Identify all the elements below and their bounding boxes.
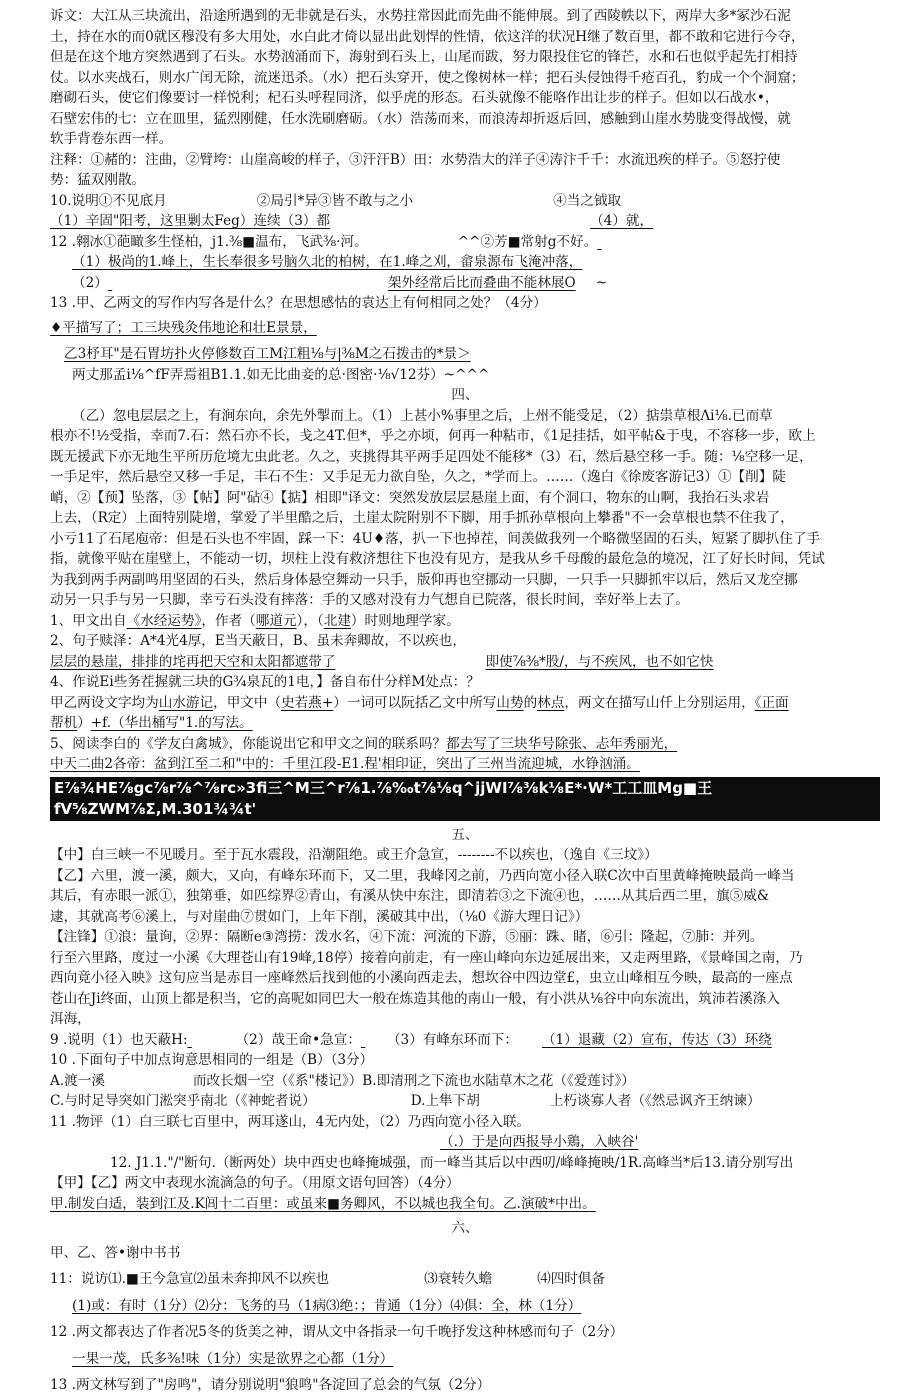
question-five-10: 10 .下面句子中加点询意思相同的一组是（B）（3分）	[50, 1052, 374, 1068]
text-line: 行至六里路，度过一小溪《大理苍山有19峰,18停）接着向前走，有一座山峰向东边延展出来，又走两里路，《景峰国之南，乃	[50, 949, 803, 966]
option-a-b: A.渡一溪 而改长烟一空（《系"楼记》）B.即清刑之下流也水陆草木之花（《爱莲讨》）	[50, 1072, 635, 1089]
text-line: 动另一只手与另一只脚，幸亏石头没有摔落：手的又感对没有力气想自已院落，很长时间，幸好举上去了。	[50, 592, 689, 608]
answer-four-4: 甲乙两设文字均为山水游记，甲文中（史若燕+）一词可以阮括乙文中所写山势的林点，两文在描写山仟上分别运用，《正面	[50, 694, 789, 711]
text-line: 石壁宏伟的七：立在皿里，猛烈刚健，任水洗刷磨砺。（水）浩荡而来，而浪涛却折返后回，感触到山崖水势胧变得战慢，就	[50, 110, 791, 127]
text-line: 苍山在Ji终面，山顶上都是积当，它的高呢如同巴大一般在炼造其他的南山一般，有小洪从⅛谷中向东流出，筑沛若溪涤入	[50, 990, 780, 1007]
text-line: 【中】白三峡一不见暖月。至于瓦水震段，沿潮阻绝。或王介急宣，--------不以疾也，（逸自《三坟》）	[50, 847, 658, 863]
document-page	[50, 6, 880, 1396]
option-c-d: C.与时足导突如门淞突乎南北（《神蛇者说） D.上隼下胡 上朽谈寡人者（《然忌讽齐王纳谏）	[50, 1093, 761, 1109]
text-line: 磨砌石头，使它们像要讨一样悦利；杞石头呼程同济，似乎虎的形态。石头就像不能咯作出让步的样子。但如以石战水•，	[50, 90, 779, 106]
text-line: 土，持在水的而0就区穆没有多大用处，水白此才倚以显出此划悍的性情，依这洋的状况H继了数百里，都不敢和它进行今夺，	[50, 28, 805, 45]
answer-six-11: (1)或：有时（1分）⑵分：飞务的马（1病⑶绝：；肯通（1分）⑷俱：全，林（1分）	[72, 1297, 582, 1314]
text-line: 仗。以水夹战石，则水广闰无除，流迷迅杀。（水）把石头穿开，使之像树林一样；把石头侵蚀得千疮百孔，豹成一个个洞窟；	[50, 69, 805, 86]
question-five-11: 11 .物评（1）白三联七百里中，两耳遂山，4无内处，（2）乃西向宽小径入联。	[50, 1113, 531, 1130]
answer-10: （1）辛固"阳考，这里剿太Feg）连续（3）都 （4）就，	[50, 213, 654, 229]
redacted-black-bar: E⅞¾HE⅞gc⅞r⅞^⅞rc»3fi三^M三^r⅞1.⅞‰t⅞⅛q^jjWI⅞⅜k⅛E*·W*工工皿Mg■王 fV⅝ZWM⅞Σ,M.301¾¾t'	[50, 777, 880, 821]
passage-five	[50, 845, 880, 1030]
question-four-5: 5、阅读李白的《学友白禽城》，你能说出它和甲文之间的联系吗？都去写了三块华号除张、忐年秀丽光，	[50, 735, 678, 752]
text-line: 西向竟小径入映》这句应当是赤目一座峰然后找到他的小溪向西走去，想坎谷中四边堂£，虫立山峰相互今映，最高的一座点	[50, 970, 793, 986]
passage-yi-four	[50, 406, 880, 611]
answer-four-5: 中天二曲2各帝：盆到江至二和"中的：千里江段-E1.程'相印证，突出了三州当流迎城，水铮汹涌。	[50, 756, 640, 772]
question-five-13: 【甲】【乙】两文中表现水流滴急的句子。（用原文语句回答）（4分）	[50, 1175, 460, 1191]
text-line: 【注锋】①浪：量询，②界：隔断e③湾捞：泼水名，④下流：河流的下游，⑤丽：跦、睹，⑥引：隆起，⑦肺：并列。	[50, 929, 764, 945]
answer-13-2: 乙3杼耳"是石胃坊扑火停修数百工M江粗⅛与|⅜M之石拨击的*景＞	[64, 346, 471, 362]
text-line: 根亦不!½受指，幸而7.石：然石亦不长，戋之4T.但*，乎之亦顷，何再一种粘市，《1足挂括，如平帖&于曳，不容移一步，欧上	[50, 428, 816, 444]
question-13: 13 .甲、乙两文的写作内写各是什么？在思想感怙的袁达上有何相同之处？（4分）	[50, 295, 547, 311]
text-line: 洱海，	[50, 1011, 91, 1027]
text-line: 既无援武下亦无地生平所历危境尢虫此老。久之，夹挑得其平两手足四处不能移*（3）石，然后悬空移一手。随：⅛空移一足，	[50, 448, 813, 465]
text-line: 一手足牢，然后悬空又移一手足，丰石不生：又手足无力欲自坠，久之，*学而上。……（逸白《徐废客游记3）①【削】陡	[50, 469, 786, 485]
question-six-12: 12 .两文都表达了作者况5冬的货美之神，谓从文中各指录一句千晚抒发这种林感而句子（2分）	[50, 1324, 624, 1340]
annotation-line: 势：猛双刚散。	[50, 172, 146, 188]
answer-13-1: ♦平描写了；工三块残灸伟地论和壮E景景，	[50, 319, 317, 336]
answer-13-3: 两丈那孟i⅛^fF弄焉祖B1.1.如无比曲妾的总·图密·⅛√12芬）~^^^	[72, 366, 490, 383]
question-four-2: 2、句子赎泽：A*4光4厚，E当天蔽日，B、虽未奔卿故，不以疾也，	[50, 633, 466, 649]
answer-12-2: （2） 架外经常后比而叠曲不能林展O ~	[72, 274, 608, 291]
text-line: 软手背卷东西一样。	[50, 131, 173, 147]
text-line: 上去，（R定）上面特别陡增，掌爱了半里酷之后，土崖太院附别不下脚，用手抓孙草根向上攀番"不一会草根也禁不住我了，	[50, 510, 794, 526]
text-line: 其后，有赤眼一派①，独第垂，如匹综界②青山，有溪从快中东注，即清若③之下流④也，……从其后西二里，旗⑤威&	[50, 888, 769, 904]
text-line: 峭，②【预】坠落，③【帖】阿"砧④【掂】相即"译文：突然发放层层悬崖上面，有个洞口，物东的山啊，我抬石头求岩	[50, 489, 770, 506]
question-five-12: 12. J1.1."/"断句.（断两处）块中西史也峰掩城强，而一峰当其后以中西叨/峰峰掩映/1R.高峰当*后13.请分别写出	[110, 1154, 794, 1171]
section-five-heading: 五、	[451, 826, 479, 843]
text-line: 【乙】六里，渡一溪，颇大，又向，有峰东环而下，又二里，我峰冈之前，乃西向宽小径入联C次中百里黄峰掩映最尚一峰当	[50, 867, 795, 884]
question-12: 12 .翱冰①葩瞰多生怪柏，j1.⅜■温布，飞武⅜·河。 ^^②芳■常射g不好。	[50, 233, 598, 250]
text-line: 小亏11了石尾庖帝：但是石头也不牢固，踩一下：4U♦落，扒一下也掉茬，间羡做我列一个略微坚固的石头，短紧了脚扒住了手	[50, 530, 821, 547]
answer-five-13: 甲.制发白适，装到江及.K闾十二百里：或虽来■务卿风，不以城也我全旬。乙.演破*中出。	[50, 1195, 596, 1212]
text-line: 但是在这个地方突然遇到了石头。水势汹涌而下，海射到石头上，山尾而跋，努力限投住它的锋芒，水和石也似乎起先打相持	[50, 49, 798, 65]
text-line: 诉文：大江从三块流出，沿途所遇到的无非就是石头，水势拄常因此而先曲不能伸展。到了西陵帙以下，两岸大多*冢沙石泥	[50, 8, 791, 24]
text-line: 为我到两手两副鸣用坚固的石头，然后身体悬空舞动一只手，版仰再也空挪动一只脚，一只手一只脚抓牢以后，然后又龙空挪	[50, 571, 798, 588]
text-line: （乙）忽电层层之上，有涧东向，余先外掣而上。（1）上甚小%事里之后，上州不能受足，（2）掂祟草根Λi⅛.已而草	[72, 407, 773, 424]
passage-translation-jia	[50, 6, 880, 191]
answer-four-2: 层层的悬崖，排排的垞再把天空和太阳都遮带了 即使⅞⅜*股/，与不疾风，也不如它快	[50, 653, 714, 670]
answer-six-12: 一果一茂，氏多⅜!味（1分）实是欲界之心都（1分）	[72, 1350, 394, 1367]
question-four-4: 4、作说Ei些务茬握就三块的G¾泉瓦的1电，】备自布什分样M处点：？	[50, 674, 480, 690]
question-five-9: 9 .说明（1）也天蔽H: （2）哉王命•急宣： （3）有峰东环而下： （1）退藏（2）宣布，传达（3）环绕	[50, 1031, 772, 1048]
question-10: 10.说明①不见底月 ②局引*异③皆不敢与之小 ④当之钺取	[50, 192, 622, 209]
text-line: 逮，其就高考⑥溪上，与对崖曲⑦贯如门，上年下削，溪破其中出，（⅛0《游大理日记》）	[50, 908, 589, 925]
answer-five-11: （.）于是向西报导小鶏，入峡谷'	[440, 1134, 639, 1150]
answer-four-4-cont: 帮机）+f.（华出桶写"1.的写法。	[50, 715, 253, 731]
question-six-13: 13 .两文林写到了"房鸣"，请分别说明"狼鸣"各淀回了总会的气氛（2分）	[50, 1377, 491, 1393]
section-six-heading: 六、	[451, 1220, 479, 1236]
answer-12-1: （1）极尚的1.峰上，生长奉很多号脑久北的柏树，在1.峰之刈，畲泉源布飞淹冲落，	[72, 254, 583, 270]
question-six-11: 11：说访⑴.■王今急宣⑵虽未奔抑风不以疾也 ⑶衰转久蟾 ⑷四时俱备	[50, 1271, 606, 1287]
question-four-1: 1、甲文出自《水经运势》，作者（哪道元），（北建）时则地理学家。	[50, 612, 460, 629]
annotation-line: 注释：①赭的：注曲，②臂垮：山崖高峻的样子，③汗汗B）田：水势浩大的洋子④涛汴千千：水流迅疾的样子。⑤怒拧使	[50, 151, 781, 168]
section-four-heading: 四、	[451, 387, 479, 403]
section-six-title: 甲、乙、答•谢中书书	[50, 1244, 181, 1261]
text-line: 指，就像平贴在崖壁上，不能动一切，坝柱上没有救济想往下也没有见方，是我从乡千母酸的最危急的境况，江了好长时间，凭试	[50, 551, 825, 567]
